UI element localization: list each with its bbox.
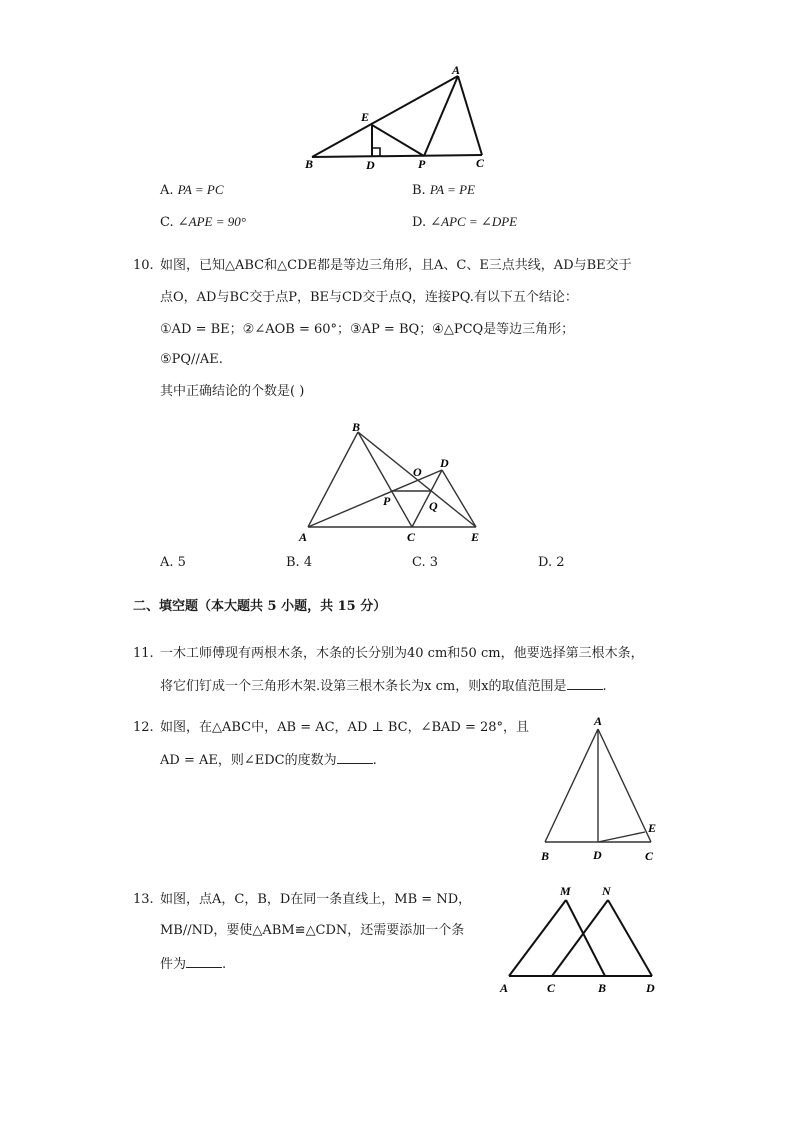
section-info: （本大题共 5 小题，共 15 分） [198, 599, 387, 614]
fig13-label-N: N [602, 884, 611, 898]
option-text: PA = PE [429, 182, 475, 197]
fig9-label-D: D [366, 158, 375, 172]
q10-line-5: 其中正确结论的个数是( ) [160, 384, 305, 399]
option-text: ∠APE = 90° [177, 214, 246, 229]
fig10-label-C: C [407, 530, 416, 544]
q12-figure [535, 705, 670, 865]
q12-number: 12. [133, 720, 154, 735]
seg-AC [458, 76, 482, 155]
q13-line-3 [160, 953, 226, 975]
fig9-label-B: B [305, 157, 314, 171]
fig12-label-D: D [593, 848, 602, 862]
q13-figure [495, 878, 665, 998]
fig10-label-A: A [299, 530, 308, 544]
section-title: 二、填空题 [133, 599, 199, 614]
q10-figure [295, 415, 490, 550]
q10-line-2: 点O，AD与BC交于点P，BE与CD交于点Q，连接PQ.有以下五个结论： [160, 290, 578, 305]
q11-line-1: 一木工师傅现有两根木条，木条的长分别为40 cm和50 cm，他要选择第三根木条， [160, 646, 644, 661]
q10-line-3: ①AD = BE；②∠AOB = 60°；③AP = BQ；④△PCQ是等边三角形； [160, 322, 575, 337]
fig10-label-O: O [413, 465, 422, 479]
option-text: 4 [303, 555, 313, 570]
fig10-label-E: E [471, 530, 480, 544]
fig13-label-B: B [598, 981, 607, 995]
q11-end: . [602, 679, 607, 694]
fig9-label-P: P [418, 157, 426, 171]
option-letter: A. [160, 183, 174, 198]
fig13-label-M: M [560, 884, 571, 898]
q9-figure [300, 60, 500, 175]
right-angle-mark [372, 148, 380, 156]
option-letter: D. [412, 215, 427, 230]
q10-option-d[interactable] [538, 553, 565, 573]
q9-option-d[interactable] [412, 212, 517, 233]
option-letter: D. [538, 555, 553, 570]
q12-line-1: 如图，在△ABC中，AB = AC，AD ⊥ BC，∠BAD = 28°，且 [160, 720, 530, 735]
fig13-label-A: A [500, 981, 509, 995]
q9-option-c[interactable] [160, 212, 246, 233]
answer-blank[interactable] [186, 953, 222, 968]
q10-option-c[interactable] [412, 553, 438, 573]
seg-BA [312, 76, 458, 157]
q12-text: AD = AE，则∠EDC的度数为 [160, 753, 337, 768]
option-text: 2 [556, 555, 565, 570]
fig9-label-E: E [361, 110, 370, 124]
q10-line-1: 如图，已知△ABC和△CDE都是等边三角形，且A、C、E三点共线，AD与BE交于 [160, 258, 632, 273]
fig12-label-B: B [541, 849, 550, 863]
fig10-label-D: D [440, 456, 449, 470]
fig12-label-E: E [648, 821, 657, 835]
option-letter: C. [412, 555, 426, 570]
seg-BC [312, 155, 482, 157]
q10-line-4: ⑤PQ//AE. [160, 352, 223, 367]
option-letter: B. [412, 183, 426, 198]
fig10-label-Q: Q [429, 499, 438, 513]
seg-AP [424, 76, 458, 156]
q13-line-2: MB//ND，要使△ABM≌△CDN，还需要添加一个条 [160, 923, 465, 938]
q9-option-a[interactable] [160, 180, 224, 201]
option-letter: B. [286, 555, 300, 570]
fig10-label-P: P [383, 494, 391, 508]
q13-end: . [222, 957, 227, 972]
option-text: ∠APC = ∠DPE [430, 214, 518, 229]
q10-option-a[interactable] [160, 553, 186, 573]
fig12-label-A: A [594, 714, 603, 728]
answer-blank[interactable] [567, 675, 603, 690]
q11-line-2 [160, 675, 607, 697]
q13-text: 件为 [160, 957, 187, 972]
fig13-label-C: C [547, 981, 556, 995]
fig10-label-B: B [352, 420, 361, 434]
fig12-label-C: C [645, 849, 654, 863]
option-letter: A. [160, 555, 174, 570]
q12-end: . [372, 753, 377, 768]
q13-line-1: 如图，点A，C，B，D在同一条直线上，MB = ND， [160, 892, 472, 907]
option-letter: C. [160, 215, 174, 230]
fig9-label-C: C [476, 156, 485, 170]
fig9-label-A: A [452, 63, 461, 77]
q13-number: 13. [133, 892, 154, 907]
answer-blank[interactable] [337, 749, 373, 764]
q12-line-2 [160, 749, 377, 771]
q11-text: 将它们钉成一个三角形木架.设第三根木条长为x cm，则x的取值范围是 [160, 679, 567, 694]
q11-number: 11. [133, 646, 154, 661]
q10-option-b[interactable] [286, 553, 312, 573]
fig13-label-D: D [646, 981, 655, 995]
section-2-heading [133, 597, 386, 617]
q9-option-b[interactable] [412, 180, 475, 201]
option-text: 3 [429, 555, 439, 570]
option-text: 5 [177, 555, 186, 570]
option-text: PA = PC [177, 182, 224, 197]
q10-number: 10. [133, 258, 154, 273]
